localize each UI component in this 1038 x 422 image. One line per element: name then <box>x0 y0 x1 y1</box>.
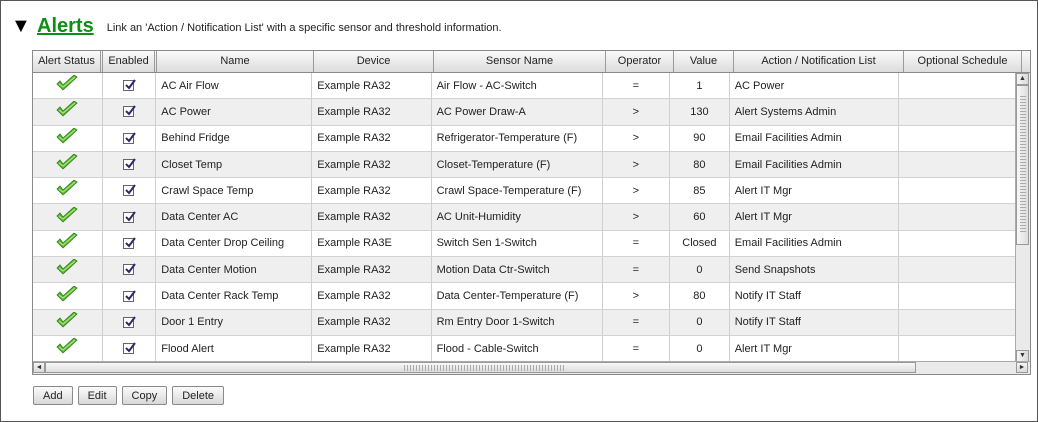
alert-status-cell <box>33 231 103 256</box>
scroll-left-icon[interactable]: ◄ <box>33 362 45 373</box>
name-cell: Flood Alert <box>156 336 312 361</box>
device-cell: Example RA32 <box>312 73 431 98</box>
action-list-cell: Email Facilities Admin <box>730 231 899 256</box>
value-cell: 130 <box>670 99 730 124</box>
sensor-name-cell: Crawl Space-Temperature (F) <box>432 178 603 203</box>
action-buttons <box>33 386 224 405</box>
col-value-header[interactable]: Value <box>674 51 734 72</box>
status-ok-check-icon <box>55 75 79 96</box>
schedule-cell <box>899 178 1016 203</box>
name-cell: AC Air Flow <box>156 73 312 98</box>
schedule-cell <box>899 336 1016 361</box>
name-cell: AC Power <box>156 99 312 124</box>
sensor-name-cell: Data Center-Temperature (F) <box>432 283 603 308</box>
alert-status-cell <box>33 257 103 282</box>
action-list-cell: Notify IT Staff <box>730 283 899 308</box>
alert-status-cell <box>33 178 103 203</box>
table-row[interactable] <box>33 99 1016 125</box>
enabled-checkbox[interactable] <box>123 238 134 249</box>
vertical-scroll-thumb[interactable] <box>1016 85 1029 245</box>
action-list-cell: Alert IT Mgr <box>730 204 899 229</box>
device-cell: Example RA32 <box>312 126 431 151</box>
operator-cell: = <box>603 231 671 256</box>
value-cell: 80 <box>670 283 730 308</box>
sensor-name-cell: Closet-Temperature (F) <box>432 152 603 177</box>
enabled-checkbox[interactable] <box>123 343 134 354</box>
schedule-cell <box>899 310 1016 335</box>
enabled-checkbox[interactable] <box>123 264 134 275</box>
value-cell: 0 <box>670 310 730 335</box>
value-cell: 80 <box>670 152 730 177</box>
operator-cell: > <box>603 152 671 177</box>
device-cell: Example RA32 <box>312 310 431 335</box>
enabled-checkbox[interactable] <box>123 106 134 117</box>
enabled-cell <box>103 336 157 361</box>
name-cell: Data Center Drop Ceiling <box>156 231 312 256</box>
name-cell: Closet Temp <box>156 152 312 177</box>
action-list-cell: AC Power <box>730 73 899 98</box>
col-operator-header[interactable]: Operator <box>606 51 674 72</box>
table-row[interactable] <box>33 310 1016 336</box>
status-ok-check-icon <box>55 101 79 122</box>
sensor-name-cell: Motion Data Ctr-Switch <box>432 257 603 282</box>
operator-cell: > <box>603 283 671 308</box>
table-row[interactable] <box>33 152 1016 178</box>
enabled-cell <box>103 73 157 98</box>
sensor-name-cell: Rm Entry Door 1-Switch <box>432 310 603 335</box>
horizontal-scrollbar[interactable] <box>33 361 1030 374</box>
alert-status-cell <box>33 204 103 229</box>
scroll-right-icon[interactable]: ► <box>1016 362 1028 373</box>
table-row[interactable] <box>33 336 1016 362</box>
value-cell: 0 <box>670 257 730 282</box>
enabled-checkbox[interactable] <box>123 80 134 91</box>
alert-status-cell <box>33 152 103 177</box>
enabled-cell <box>103 231 157 256</box>
delete-button[interactable]: Delete <box>172 386 224 405</box>
alert-status-cell <box>33 310 103 335</box>
enabled-cell <box>103 283 157 308</box>
name-cell: Data Center AC <box>156 204 312 229</box>
operator-cell: > <box>603 178 671 203</box>
table-row[interactable] <box>33 283 1016 309</box>
action-list-cell: Email Facilities Admin <box>730 126 899 151</box>
table-row[interactable] <box>33 231 1016 257</box>
enabled-cell <box>103 126 157 151</box>
scroll-up-icon[interactable]: ▲ <box>1016 73 1029 85</box>
schedule-cell <box>899 231 1016 256</box>
device-cell: Example RA32 <box>312 336 431 361</box>
enabled-cell <box>103 152 157 177</box>
name-cell: Door 1 Entry <box>156 310 312 335</box>
enabled-cell <box>103 204 157 229</box>
status-ok-check-icon <box>55 259 79 280</box>
sensor-name-cell: AC Power Draw-A <box>432 99 603 124</box>
schedule-cell <box>899 99 1016 124</box>
operator-cell: > <box>603 204 671 229</box>
col-device-header[interactable]: Device <box>314 51 434 72</box>
operator-cell: = <box>603 310 671 335</box>
table-row[interactable] <box>33 73 1016 99</box>
table-row[interactable] <box>33 204 1016 230</box>
value-cell: 1 <box>670 73 730 98</box>
col-sensor-name-header[interactable]: Sensor Name <box>434 51 606 72</box>
value-cell: 90 <box>670 126 730 151</box>
col-optional-schedule-header[interactable]: Optional Schedule <box>904 51 1022 72</box>
status-ok-check-icon <box>55 233 79 254</box>
operator-cell: > <box>603 126 671 151</box>
device-cell: Example RA32 <box>312 99 431 124</box>
value-cell: 60 <box>670 204 730 229</box>
alert-status-cell <box>33 283 103 308</box>
schedule-cell <box>899 152 1016 177</box>
alert-status-cell <box>33 99 103 124</box>
enabled-checkbox[interactable] <box>123 291 134 302</box>
device-cell: Example RA32 <box>312 257 431 282</box>
action-list-cell: Alert Systems Admin <box>730 99 899 124</box>
name-cell: Behind Fridge <box>156 126 312 151</box>
device-cell: Example RA32 <box>312 204 431 229</box>
collapse-triangle-icon[interactable]: ▼ <box>11 15 31 37</box>
table-body <box>33 73 1016 362</box>
scroll-down-icon[interactable]: ▼ <box>1016 350 1029 362</box>
action-list-cell: Send Snapshots <box>730 257 899 282</box>
schedule-cell <box>899 126 1016 151</box>
schedule-cell <box>899 73 1016 98</box>
enabled-cell <box>103 99 157 124</box>
value-cell: Closed <box>670 231 730 256</box>
col-alert-status-header[interactable]: Alert Status <box>33 51 103 72</box>
enabled-checkbox[interactable] <box>123 159 134 170</box>
status-ok-check-icon <box>55 154 79 175</box>
status-ok-check-icon <box>55 207 79 228</box>
value-cell: 85 <box>670 178 730 203</box>
schedule-cell <box>899 204 1016 229</box>
edit-button[interactable]: Edit <box>78 386 117 405</box>
sensor-name-cell: Flood - Cable-Switch <box>432 336 603 361</box>
action-list-cell: Alert IT Mgr <box>730 178 899 203</box>
operator-cell: = <box>603 73 671 98</box>
col-name-header[interactable]: Name <box>157 51 314 72</box>
col-action-list-header[interactable]: Action / Notification List <box>734 51 904 72</box>
action-list-cell: Alert IT Mgr <box>730 336 899 361</box>
enabled-cell <box>103 257 157 282</box>
table-header <box>33 51 1030 73</box>
enabled-checkbox[interactable] <box>123 185 134 196</box>
status-ok-check-icon <box>55 312 79 333</box>
horizontal-scroll-thumb[interactable] <box>45 362 916 373</box>
device-cell: Example RA32 <box>312 283 431 308</box>
action-list-cell: Notify IT Staff <box>730 310 899 335</box>
copy-button[interactable]: Copy <box>122 386 168 405</box>
alerts-description: Link an 'Action / Notification List' with a specific sensor and threshold information. <box>106 22 502 34</box>
name-cell: Data Center Rack Temp <box>156 283 312 308</box>
status-ok-check-icon <box>55 128 79 149</box>
value-cell: 0 <box>670 336 730 361</box>
enabled-checkbox[interactable] <box>123 317 134 328</box>
operator-cell: = <box>603 336 671 361</box>
schedule-cell <box>899 283 1016 308</box>
alerts-header <box>11 13 502 39</box>
enabled-checkbox[interactable] <box>123 212 134 223</box>
sensor-name-cell: AC Unit-Humidity <box>432 204 603 229</box>
device-cell: Example RA3E <box>312 231 431 256</box>
enabled-cell <box>103 310 157 335</box>
schedule-cell <box>899 257 1016 282</box>
operator-cell: > <box>603 99 671 124</box>
status-ok-check-icon <box>55 338 79 359</box>
add-button[interactable]: Add <box>33 386 73 405</box>
sensor-name-cell: Refrigerator-Temperature (F) <box>432 126 603 151</box>
alerts-title[interactable]: Alerts <box>37 14 94 37</box>
device-cell: Example RA32 <box>312 152 431 177</box>
col-enabled-header[interactable]: Enabled <box>103 51 157 72</box>
alert-status-cell <box>33 336 103 361</box>
device-cell: Example RA32 <box>312 178 431 203</box>
alert-status-cell <box>33 73 103 98</box>
alerts-table <box>32 50 1031 375</box>
table-row[interactable] <box>33 178 1016 204</box>
table-row[interactable] <box>33 257 1016 283</box>
table-row[interactable] <box>33 126 1016 152</box>
enabled-cell <box>103 178 157 203</box>
status-ok-check-icon <box>55 180 79 201</box>
enabled-checkbox[interactable] <box>123 133 134 144</box>
name-cell: Crawl Space Temp <box>156 178 312 203</box>
name-cell: Data Center Motion <box>156 257 312 282</box>
action-list-cell: Email Facilities Admin <box>730 152 899 177</box>
alert-status-cell <box>33 126 103 151</box>
status-ok-check-icon <box>55 286 79 307</box>
operator-cell: = <box>603 257 671 282</box>
sensor-name-cell: Switch Sen 1-Switch <box>432 231 603 256</box>
vertical-scrollbar[interactable] <box>1015 73 1030 362</box>
sensor-name-cell: Air Flow - AC-Switch <box>432 73 603 98</box>
